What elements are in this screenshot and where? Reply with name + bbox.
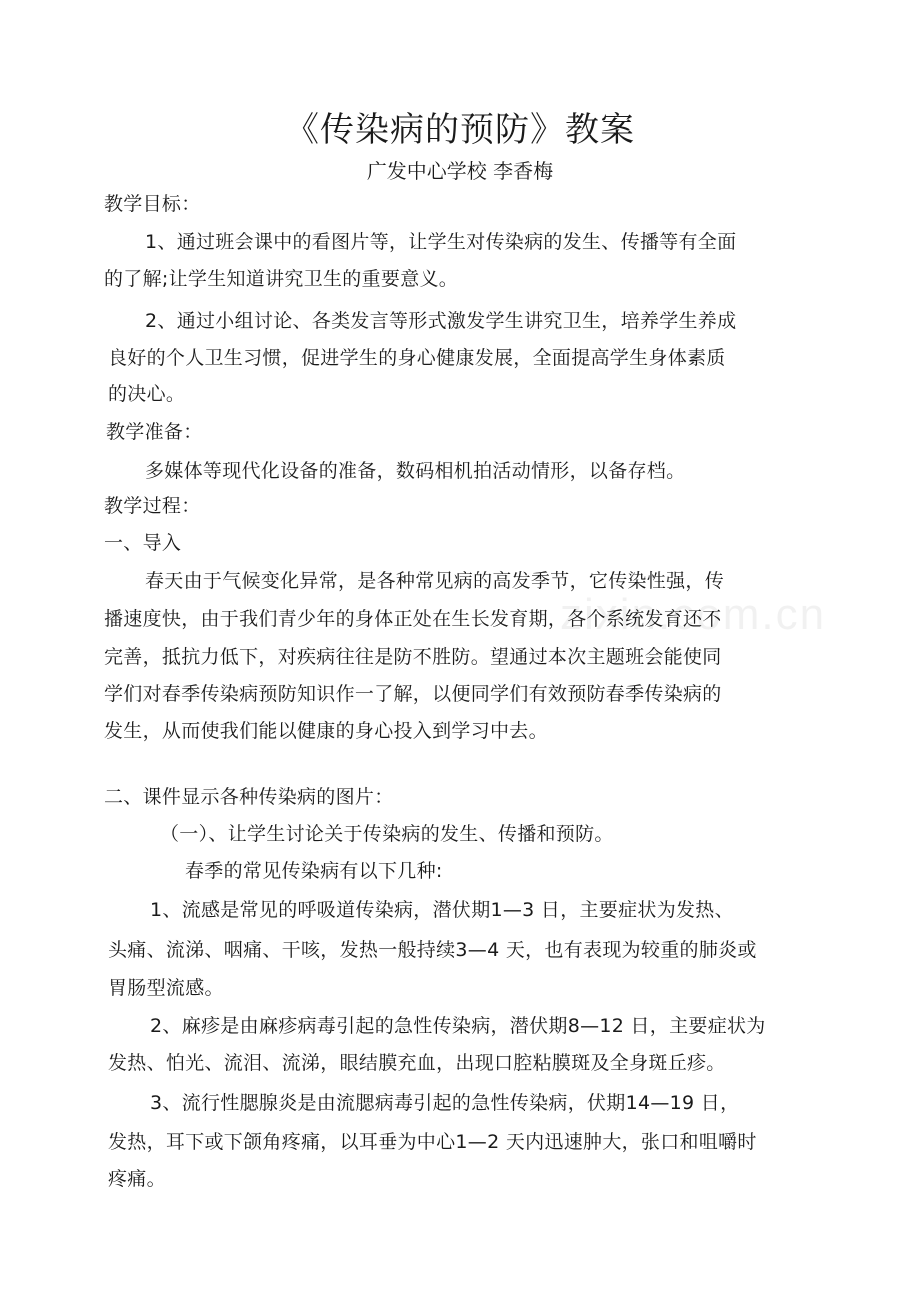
paragraph-line: 发热，耳下或下颌角疼痛，以耳垂为中心1—2 天内迅速肿大，张口和咀嚼时 [108,1131,757,1153]
paragraph-line: 胃肠型流感。 [108,977,224,999]
paragraph-line: 的了解;让学生知道讲究卫生的重要意义。 [104,268,459,290]
paragraph-line: 1、流感是常见的呼吸道传染病，潜伏期1—3 日，主要症状为发热、 [150,899,734,921]
paragraph-line: 疼痛。 [108,1168,166,1190]
section-heading: 一、导入 [104,532,182,554]
paragraph-line: 春季的常见传染病有以下几种: [185,860,443,882]
paragraph-line: 2、麻疹是由麻疹病毒引起的急性传染病，潜伏期8—12 日，主要症状为 [150,1015,766,1037]
paragraph-line: 发热、怕光、流泪、流涕，眼结膜充血，出现口腔粘膜斑及全身斑丘疹。 [108,1052,726,1074]
paragraph-line: 多媒体等现代化设备的准备，数码相机拍活动情形，以备存档。 [145,460,686,482]
paragraph-line: 春天由于气候变化异常，是各种常见病的高发季节，它传染性强，传 [145,570,725,592]
document-title: 《传染病的预防》教案 [285,110,635,150]
paragraph-line: 良好的个人卫生习惯，促进学生的身心健康发展，全面提高学生身体素质 [108,347,726,369]
heading-teaching-prep: 教学准备： [106,421,203,443]
watermark: zixin.com.cn [560,590,827,639]
paragraph-line: 的决心。 [108,383,186,405]
document-author: 广发中心学校 李香梅 [366,159,554,183]
paragraph-line: 发生，从而使我们能以健康的身心投入到学习中去。 [104,720,548,742]
sub-heading: （一）、让学生讨论关于传染病的发生、传播和预防。 [160,823,614,845]
paragraph-line: 1、通过班会课中的看图片等，让学生对传染病的发生、传播等有全面 [145,231,737,253]
paragraph-line: 完善，抵抗力低下，对疾病往往是防不胜防。望通过本次主题班会能使同 [104,646,722,668]
paragraph-line: 2、通过小组讨论、各类发言等形式激发学生讲究卫生，培养学生养成 [145,310,737,332]
paragraph-line: 学们对春季传染病预防知识作一了解，以便同学们有效预防春季传染病的 [104,683,722,705]
paragraph-line: 3、流行性腮腺炎是由流腮病毒引起的急性传染病，伏期14—19 日， [150,1092,740,1114]
paragraph-line: 播速度快，由于我们青少年的身体正处在生长发育期，各个系统发育还不 [104,608,722,630]
section-heading: 二、课件显示各种传染病的图片： [104,786,394,808]
heading-teaching-goals: 教学目标： [104,193,201,215]
heading-teaching-process: 教学过程： [104,495,201,517]
paragraph-line: 头痛、流涕、咽痛、干咳，发热一般持续3—4 天，也有表现为较重的肺炎或 [108,939,757,961]
